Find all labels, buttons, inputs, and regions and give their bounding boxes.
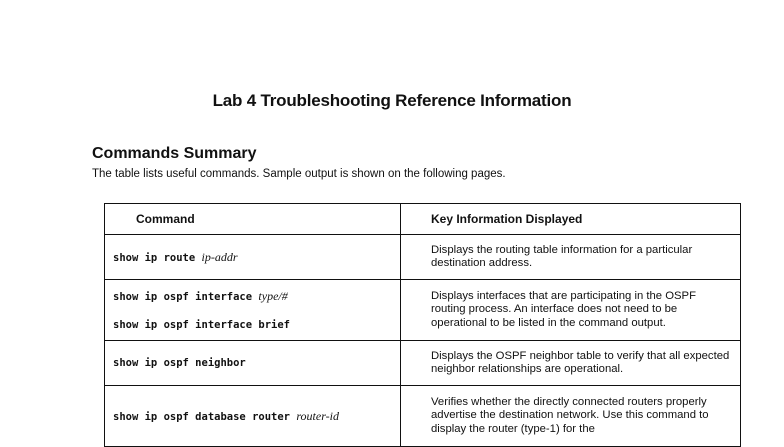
info-cell: Displays the OSPF neighbor table to verify that all expected neighbor relationships are operational.	[401, 341, 741, 386]
table-row	[105, 386, 741, 447]
table-header-row	[105, 204, 741, 235]
command-text: show ip ospf neighbor	[113, 357, 246, 369]
column-header-info: Key Information Displayed	[401, 204, 741, 235]
command-argument: router-id	[296, 408, 339, 423]
command-text: show ip route	[113, 251, 202, 264]
command-line: show ip ospf interface brief	[113, 318, 291, 331]
table-row	[105, 235, 741, 280]
command-cell	[105, 280, 401, 341]
command-text: show ip ospf interface	[113, 290, 259, 303]
table-row	[105, 280, 741, 341]
command-cell	[105, 341, 401, 386]
column-header-command: Command	[105, 204, 401, 235]
commands-table	[104, 203, 741, 447]
command-cell	[105, 386, 401, 447]
table-row	[105, 341, 741, 386]
info-cell: Displays the routing table information for a particular destination address.	[401, 235, 741, 280]
info-cell: Verifies whether the directly connected routers properly advertise the destination network. Use this command to display the router (type-1) for the	[401, 386, 741, 447]
command-argument: type/#	[258, 288, 288, 303]
command-line	[113, 289, 394, 304]
section-heading: Commands Summary	[92, 145, 257, 162]
info-cell: Displays interfaces that are participating in the OSPF routing process. An interface does not need to be operational to be listed in the command output.	[401, 280, 741, 341]
command-cell	[105, 235, 401, 280]
command-argument: ip-addr	[201, 249, 238, 264]
page-title: Lab 4 Troubleshooting Reference Information	[212, 91, 572, 110]
command-text: show ip ospf database router	[113, 410, 297, 423]
intro-paragraph: The table lists useful commands. Sample output is shown on the following pages.	[92, 168, 506, 180]
command-spacer	[113, 304, 394, 318]
